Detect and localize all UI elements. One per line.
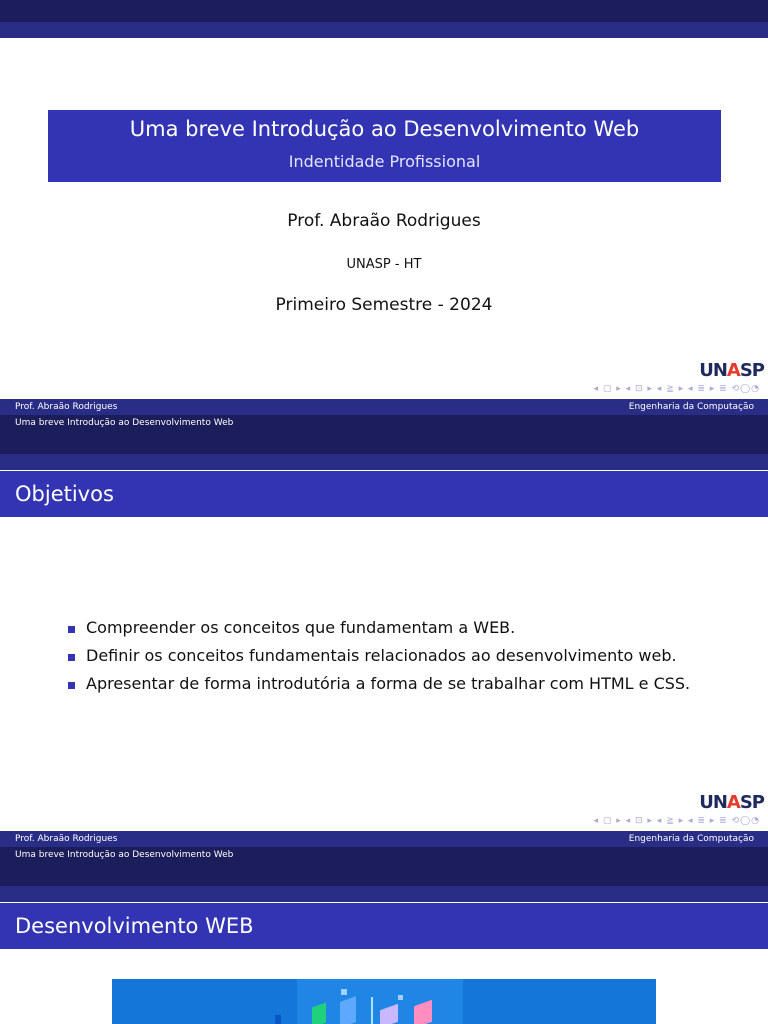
footer-top-row	[0, 399, 768, 415]
frame-title-text: Objetivos	[15, 482, 114, 506]
logo-text-a: A	[726, 360, 740, 381]
slide2-top-bar-mid	[0, 454, 768, 470]
presentation-subtitle: Indentidade Profissional	[288, 152, 481, 171]
floating-square-icon	[398, 995, 403, 1000]
presentation-title: Uma breve Introdução ao Desenvolvimento Web	[129, 117, 640, 141]
floating-square-icon	[275, 1015, 281, 1024]
frame-title-text: Desenvolvimento WEB	[15, 914, 254, 938]
logo-text-right: SP	[739, 360, 764, 381]
footer-bottom-row	[0, 847, 768, 863]
footer-top-row	[0, 831, 768, 847]
logo-text-right: SP	[739, 792, 764, 813]
slide3-top-bar-mid	[0, 886, 768, 902]
beamer-navigation[interactable]: ◂ ▢ ▸ ◂ ⊡ ▸ ◂ ≧ ▸ ◂ ≣ ▸ ≣ ⟲◯◔	[593, 384, 760, 394]
title-box	[48, 110, 721, 182]
presentation-date: Primeiro Semestre - 2024	[275, 295, 493, 315]
slide2-top-bar-dark	[0, 431, 768, 454]
floating-square-icon	[341, 989, 347, 995]
logo-text-a: A	[726, 792, 740, 813]
slide1-top-bar-dark	[0, 0, 768, 22]
footer-short-title: Uma breve Introdução ao Desenvolvimento Web	[15, 418, 234, 428]
logo-text-left: UN	[699, 792, 727, 813]
beamer-navigation[interactable]: ◂ ▢ ▸ ◂ ⊡ ▸ ◂ ≧ ▸ ◂ ≣ ▸ ≣ ⟲◯◔	[593, 816, 760, 826]
light-beam-icon	[371, 997, 373, 1024]
html-card-icon	[340, 996, 356, 1024]
footer-department: Engenharia da Computação	[628, 402, 754, 412]
institute-name: UNASP - HT	[346, 257, 422, 272]
web-development-illustration	[112, 979, 656, 1024]
footer-author: Prof. Abraão Rodrigues	[15, 402, 118, 412]
footer-short-title: Uma breve Introdução ao Desenvolvimento Web	[15, 850, 234, 860]
author-name: Prof. Abraão Rodrigues	[287, 211, 481, 231]
footer-author: Prof. Abraão Rodrigues	[15, 834, 118, 844]
green-card-icon	[312, 1002, 326, 1024]
footer-department: Engenharia da Computação	[628, 834, 754, 844]
list-item: Definir os conceitos fundamentais relacionados ao desenvolvimento web.	[68, 645, 690, 673]
list-item: Apresentar de forma introdutória a forma de se trabalhar com HTML e CSS.	[68, 673, 690, 701]
footer-bottom-row	[0, 415, 768, 431]
list-item: Compreender os conceitos que fundamentam a WEB.	[68, 617, 690, 645]
objectives-list	[68, 617, 690, 701]
unasp-logo	[699, 360, 764, 381]
slide3-top-bar-dark	[0, 863, 768, 886]
unasp-logo	[699, 792, 764, 813]
logo-text-left: UN	[699, 360, 727, 381]
slide1-top-bar-mid	[0, 22, 768, 38]
frame-title-objetivos	[0, 471, 768, 517]
frame-title-desenvolvimento	[0, 903, 768, 949]
